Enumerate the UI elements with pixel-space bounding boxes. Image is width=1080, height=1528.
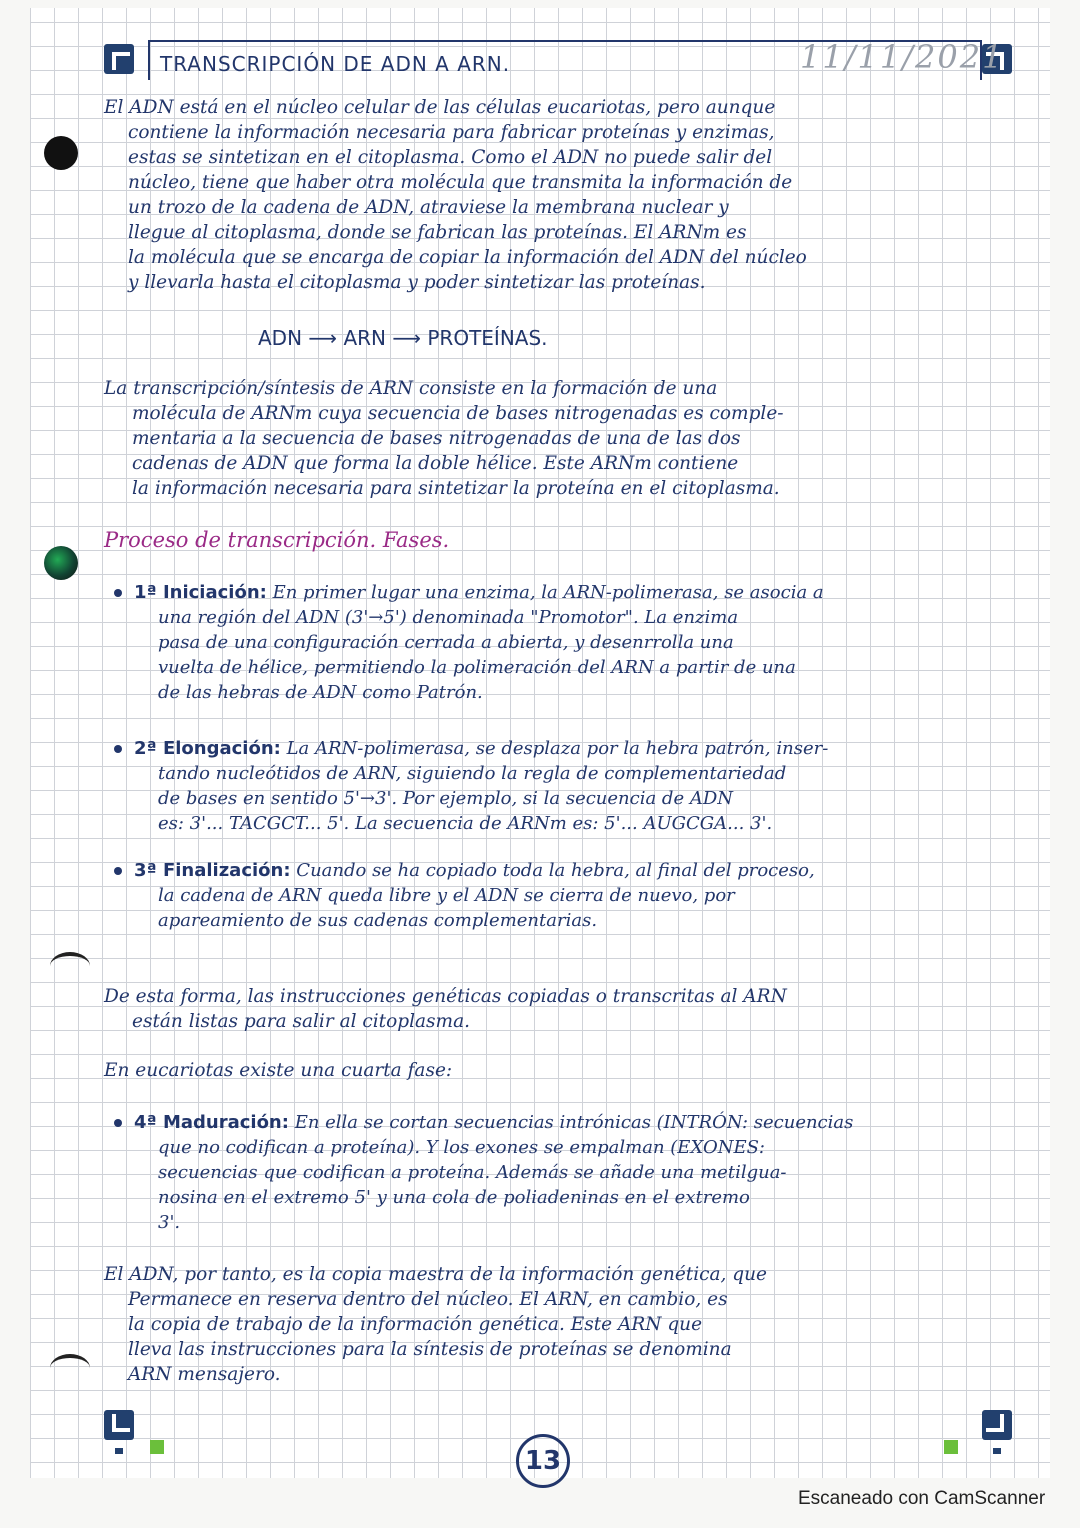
bullet-icon: [114, 867, 122, 875]
green-square-icon: [150, 1440, 164, 1454]
phase-item: [134, 580, 994, 705]
text-line: la copia de trabajo de la información genética. Este ARN que: [128, 1314, 703, 1335]
page-title: TRANSCRIPCIÓN DE ADN A ARN.: [160, 52, 511, 76]
text-line: En primer lugar una enzima, la ARN-polimerasa, se asocia a: [272, 582, 824, 603]
phase-label: 1ª Iniciación:: [134, 582, 267, 603]
text-line: La transcripción/síntesis de ARN consiste en la formación de una: [104, 378, 718, 399]
text-line: un trozo de la cadena de ADN, atraviese la membrana nuclear y: [128, 197, 729, 218]
text-line: que no codifican a proteína). Y los exones se empalman (EXONES:: [158, 1137, 765, 1158]
date-stamp: 11/11/2021: [800, 38, 1005, 76]
section-heading: Proceso de transcripción. Fases.: [104, 528, 450, 552]
text-line: ARN mensajero.: [128, 1364, 281, 1385]
text-line: La ARN-polimerasa, se desplaza por la hebra patrón, inser-: [286, 738, 829, 759]
corner-mark-icon: [104, 1410, 134, 1440]
text-line: El ADN, por tanto, es la copia maestra de la información genética, que: [104, 1264, 768, 1285]
phase-item: [134, 736, 994, 836]
text-line: llegue al citoplasma, donde se fabrican las proteínas. El ARNm es: [128, 222, 747, 243]
text-line: Cuando se ha copiado toda la hebra, al final del proceso,: [296, 860, 815, 881]
phase-item: [134, 858, 994, 933]
flow-step-proteinas: PROTEÍNAS.: [427, 326, 548, 350]
scanner-watermark: Escaneado con CamScanner: [798, 1488, 1046, 1509]
text-line: y llevarla hasta el citoplasma y poder sintetizar las proteínas.: [128, 272, 706, 293]
flow-step-arn: ARN: [343, 326, 386, 350]
text-line: una región del ADN (3'→5') denominada "Promotor". La enzima: [158, 607, 739, 628]
text-line: secuencias que codifican a proteína. Además se añade una metilgua-: [158, 1162, 787, 1183]
definition-paragraph: [104, 376, 984, 501]
text-line: núcleo, tiene que haber otra molécula que transmita la información de: [128, 172, 793, 193]
arrow-right-icon: ⟶: [392, 326, 422, 350]
text-line: En ella se cortan secuencias intrónicas (INTRÓN: secuencias: [294, 1112, 854, 1133]
text-line: estas se sintetizan en el citoplasma. Como el ADN no puede salir del: [128, 147, 773, 168]
binder-ring-icon: [50, 1354, 90, 1382]
binder-hole: [44, 136, 78, 170]
binder-ring-icon: [50, 952, 90, 980]
text-line: la cadena de ARN queda libre y el ADN se cierra de nuevo, por: [158, 885, 735, 906]
corner-tick-icon: [115, 1448, 123, 1454]
text-line: es: 3'... TACGCT... 5'. La secuencia de ARNm es: 5'... AUGCGA... 3'.: [158, 813, 773, 834]
green-square-icon: [944, 1440, 958, 1454]
bullet-icon: [114, 745, 122, 753]
text-line: cadenas de ADN que forma la doble hélice. Este ARNm contiene: [132, 453, 739, 474]
text-line: De esta forma, las instrucciones genéticas copiadas o transcritas al ARN: [104, 986, 787, 1007]
text-line: molécula de ARNm cuya secuencia de bases nitrogenadas es comple-: [132, 403, 784, 424]
text-line: de las hebras de ADN como Patrón.: [158, 682, 483, 703]
bullet-icon: [114, 1119, 122, 1127]
text-line: mentaria a la secuencia de bases nitrogenadas de una de las dos: [132, 428, 741, 449]
text-line: Permanece en reserva dentro del núcleo. El ARN, en cambio, es: [128, 1289, 728, 1310]
page-number: 13: [516, 1434, 570, 1488]
phase-label: 4ª Maduración:: [134, 1112, 289, 1133]
text-line: lleva las instrucciones para la síntesis de proteínas se denomina: [128, 1339, 732, 1360]
binder-hole: [44, 546, 78, 580]
conclusion-paragraph: [104, 1262, 1004, 1387]
flow-step-adn: ADN: [258, 326, 303, 350]
text-line: El ADN está en el núcleo celular de las células eucariotas, pero aunque: [104, 97, 776, 118]
text-line: tando nucleótidos de ARN, siguiendo la regla de complementariedad: [158, 763, 787, 784]
transcription-flow: [258, 326, 548, 350]
phase-item: [134, 1110, 1004, 1235]
text-line: pasa de una configuración cerrada a abierta, y desenrrolla una: [158, 632, 734, 653]
text-line: nosina en el extremo 5' y una cola de poliadeninas en el extremo: [158, 1187, 750, 1208]
text-line: están listas para salir al citoplasma.: [132, 1011, 470, 1032]
corner-mark-icon: [982, 1410, 1012, 1440]
text-line: la molécula que se encarga de copiar la información del ADN del núcleo: [128, 247, 807, 268]
text-line: contiene la información necesaria para fabricar proteínas y enzimas,: [128, 122, 775, 143]
corner-tick-icon: [993, 1448, 1001, 1454]
text-line: apareamiento de sus cadenas complementarias.: [158, 910, 598, 931]
text-line: de bases en sentido 5'→3'. Por ejemplo, si la secuencia de ADN: [158, 788, 734, 809]
text-line: 3'.: [158, 1212, 181, 1233]
summary-paragraph: [104, 984, 1004, 1034]
text-line: vuelta de hélice, permitiendo la polimeración del ARN a partir de una: [158, 657, 796, 678]
phase-label: 2ª Elongación:: [134, 738, 281, 759]
text-line: la información necesaria para sintetizar la proteína en el citoplasma.: [132, 478, 780, 499]
eukaryote-note: En eucariotas existe una cuarta fase:: [104, 1060, 453, 1081]
phase-label: 3ª Finalización:: [134, 860, 291, 881]
bullet-icon: [114, 589, 122, 597]
intro-paragraph: [104, 95, 1014, 295]
corner-mark-icon: [104, 44, 134, 74]
arrow-right-icon: ⟶: [308, 326, 338, 350]
